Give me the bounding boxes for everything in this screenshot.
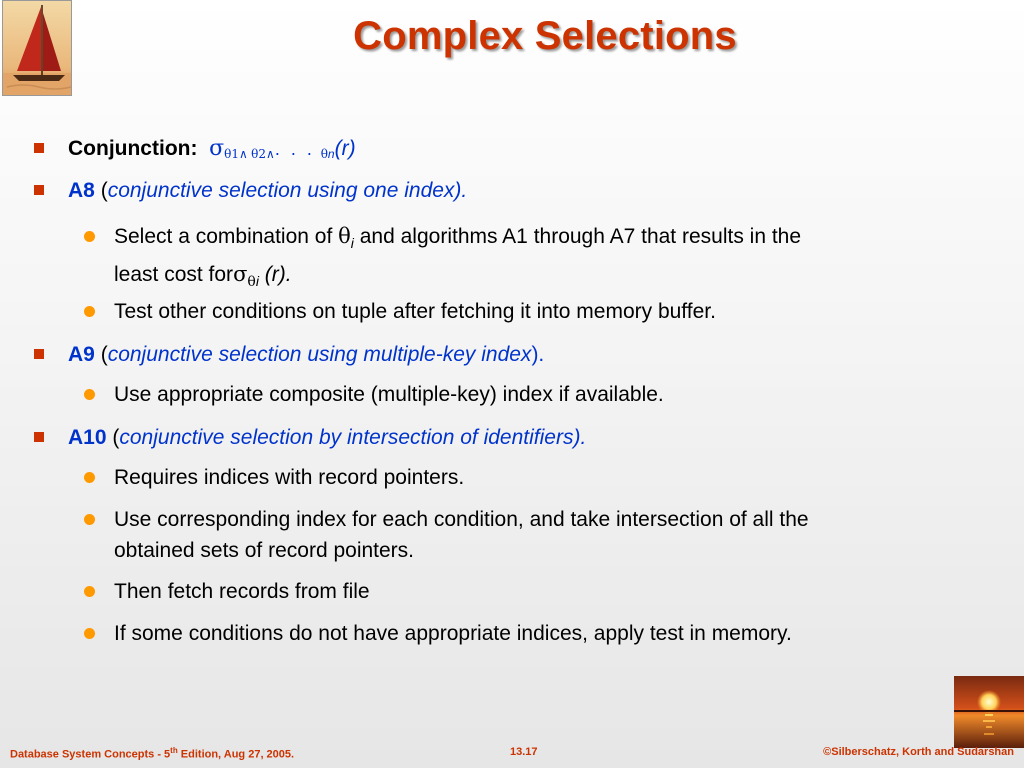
sub-bullet-a8-combination: Select a combination of $\theta_i$ and algorithms A1 through A7 that results in the least cost forσ$_{\theta i}$ (r). [114, 221, 974, 298]
footer-book-title: Database System Concepts - 5th Edition, Aug 27, 2005. [10, 746, 295, 761]
sub-bullet-a10-memory: If some conditions do not have appropriate indices, apply test in memory. [114, 618, 974, 649]
bullet-a10: A10 (conjunctive selection by intersection of identifiers). [68, 426, 587, 449]
a9-label: A9 [68, 343, 95, 366]
conjunction-label: Conjunction: [68, 137, 198, 160]
a10-label: A10 [68, 426, 107, 449]
a10-description: conjunctive selection by intersection of identifiers). [119, 426, 587, 449]
sub-bullet-a9-composite: Use appropriate composite (multiple-key) index if available. [114, 379, 974, 410]
footer-slide-number: 13.17 [510, 746, 538, 758]
bullet-a9: A9 (conjunctive selection using multiple-key index). [68, 343, 545, 366]
sub-bullet-a10-indices: Requires indices with record pointers. [114, 462, 974, 493]
bullet-conjunction [68, 136, 356, 167]
a8-description: conjunctive selection using one index). [107, 179, 468, 202]
sub-bullet-a10-fetch: Then fetch records from file [114, 576, 974, 607]
sub-bullet-a8-test: Test other conditions on tuple after fetching it into memory buffer. [114, 296, 974, 327]
footer-copyright: ©Silberschatz, Korth and Sudarshan [823, 746, 1014, 758]
conjunction-expression: $\sigma_{\theta 1\wedge \theta 2\wedge}$. . . $_{\theta n}$(r) [209, 136, 356, 161]
a9-description: conjunctive selection using multiple-key index [107, 343, 532, 366]
bullet-a8: A8 (conjunctive selection using one index). [68, 179, 468, 202]
a8-label: A8 [68, 179, 95, 202]
sub-bullet-a10-intersection: Use corresponding index for each condition, and take intersection of all the obtained sets of record pointers. [114, 504, 974, 566]
slide-title: Complex Selections [353, 14, 737, 58]
